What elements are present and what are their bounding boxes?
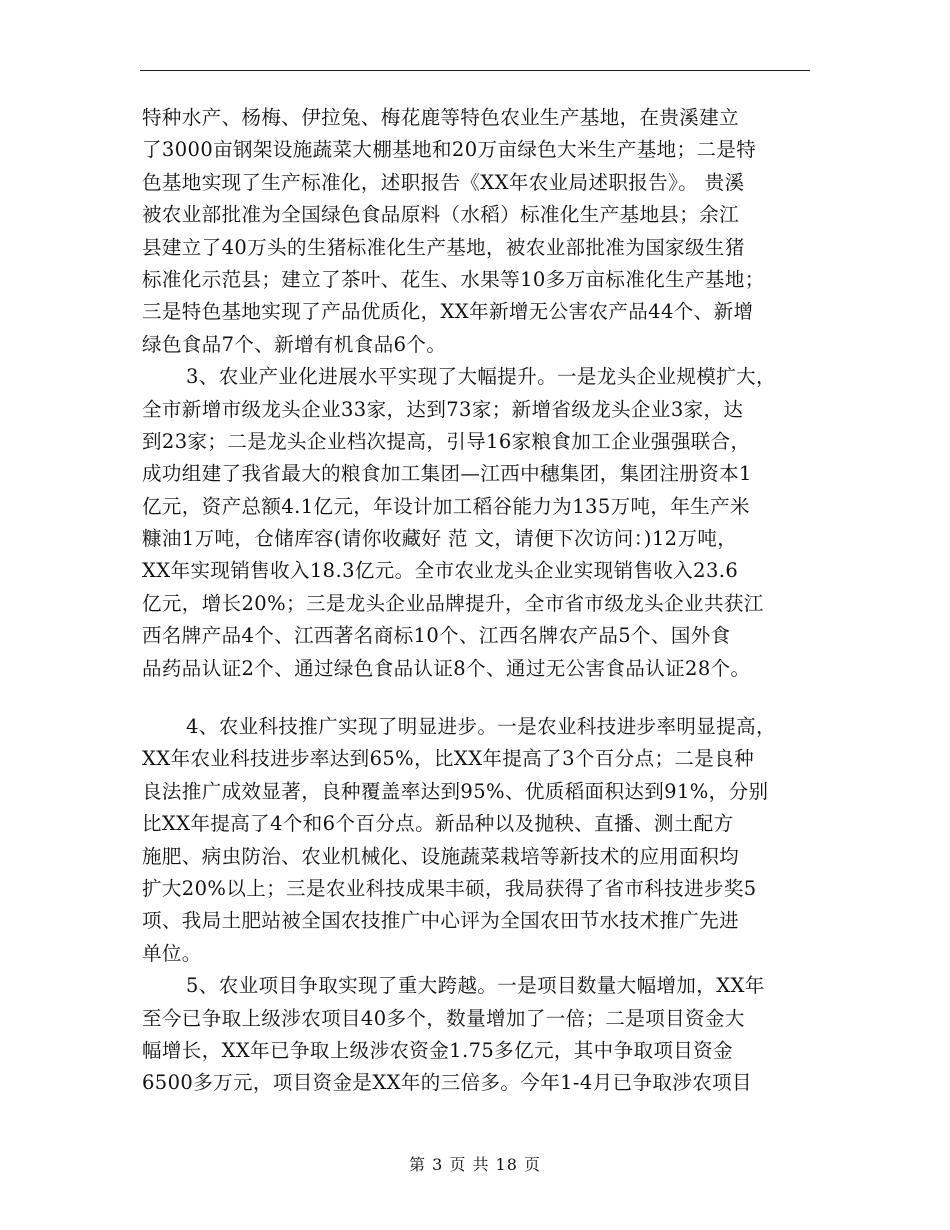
text-line: 全市新增市级龙头企业33家，达到73家；新增省级龙头企业3家，达 xyxy=(142,397,744,421)
text-line: 到23家；二是龙头企业档次提高，引导16家粮食加工企业强强联合， xyxy=(142,429,751,453)
text-line: 亿元，资产总额4.1亿元，年设计加工稻谷能力为135万吨，年生产米 xyxy=(142,494,750,518)
text-line: 成功组建了我省最大的粮食加工集团—江西中穗集团，集团注册资本1 xyxy=(142,462,752,486)
text-line: XX年农业科技进步率达到65%，比XX年提高了3个百分点；二是良种 xyxy=(142,747,754,771)
text-line: 西名牌产品4个、江西著名商标10个、江西名牌农产品5个、国外食 xyxy=(142,624,731,648)
paragraph-industrialization xyxy=(142,361,818,685)
text-line: 糠油1万吨，仓储库容(请你收藏好 范 文，请便下次访问：)12万吨， xyxy=(142,527,738,551)
text-line: 色基地实现了生产标准化，述职报告《XX年农业局述职报告》。 贵溪 xyxy=(142,170,745,194)
text-line: 比XX年提高了4个和6个百分点。新品种以及抛秧、直播、测土配方 xyxy=(142,812,734,836)
page-number-footer: 第 3 页 共 18 页 xyxy=(409,1155,541,1174)
text-line: XX年实现销售收入18.3亿元。全市农业龙头企业实现销售收入23.6 xyxy=(142,559,739,583)
text-line: 3、农业产业化进展水平实现了大幅提升。一是龙头企业规模扩大， xyxy=(186,365,776,389)
text-line: 至今已争取上级涉农项目40多个，数量增加了一倍；二是项目资金大 xyxy=(142,1006,745,1030)
paragraph-technology xyxy=(142,711,818,970)
text-line: 三是特色基地实现了产品优质化，XX年新增无公害农产品44个、新增 xyxy=(142,300,754,324)
text-line: 项、我局土肥站被全国农技推广中心评为全国农田节水技术推广先进 xyxy=(142,909,740,933)
document-body xyxy=(142,102,818,1100)
text-line: 标准化示范县；建立了茶叶、花生、水果等10多万亩标准化生产基地； xyxy=(142,267,765,291)
text-line: 良法推广成效显著，良种覆盖率达到95%、优质稻面积达到91%，分别 xyxy=(142,779,769,803)
text-line: 扩大20%以上；三是农业科技成果丰硕，我局获得了省市科技进步奖5 xyxy=(142,876,757,900)
text-line: 5、农业项目争取实现了重大跨越。一是项目数量大幅增加，XX年 xyxy=(186,974,765,998)
text-line: 施肥、病虫防治、农业机械化、设施蔬菜栽培等新技术的应用面积均 xyxy=(142,844,740,868)
text-line: 4、农业科技推广实现了明显进步。一是农业科技进步率明显提高， xyxy=(186,715,776,739)
text-line: 被农业部批准为全国绿色食品原料（水稻）标准化生产基地县；余江 xyxy=(142,203,740,227)
text-line: 单位。 xyxy=(142,941,202,965)
paragraph-continuation xyxy=(142,102,818,361)
text-line: 品药品认证2个、通过绿色食品认证8个、通过无公害食品认证28个。 xyxy=(142,656,751,680)
text-line: 县建立了40万头的生猪标准化生产基地，被农业部批准为国家级生猪 xyxy=(142,235,745,259)
text-line: 了3000亩钢架设施蔬菜大棚基地和20万亩绿色大米生产基地；二是特 xyxy=(142,138,757,162)
header-rule xyxy=(140,70,810,71)
text-line: 亿元，增长20%；三是龙头企业品牌提升，全市省市级龙头企业共获江 xyxy=(142,591,764,615)
text-line: 特种水产、杨梅、伊拉兔、梅花鹿等特色农业生产基地，在贵溪建立 xyxy=(142,106,740,129)
text-line: 6500多万元，项目资金是XX年的三倍多。今年1-4月已争取涉农项目 xyxy=(142,1071,752,1095)
paragraph-spacer xyxy=(142,685,818,711)
text-line: 幅增长，XX年已争取上级涉农资金1.75多亿元，其中争取项目资金 xyxy=(142,1038,733,1062)
paragraph-projects xyxy=(142,970,818,1100)
text-line: 绿色食品7个、新增有机食品6个。 xyxy=(142,332,447,356)
